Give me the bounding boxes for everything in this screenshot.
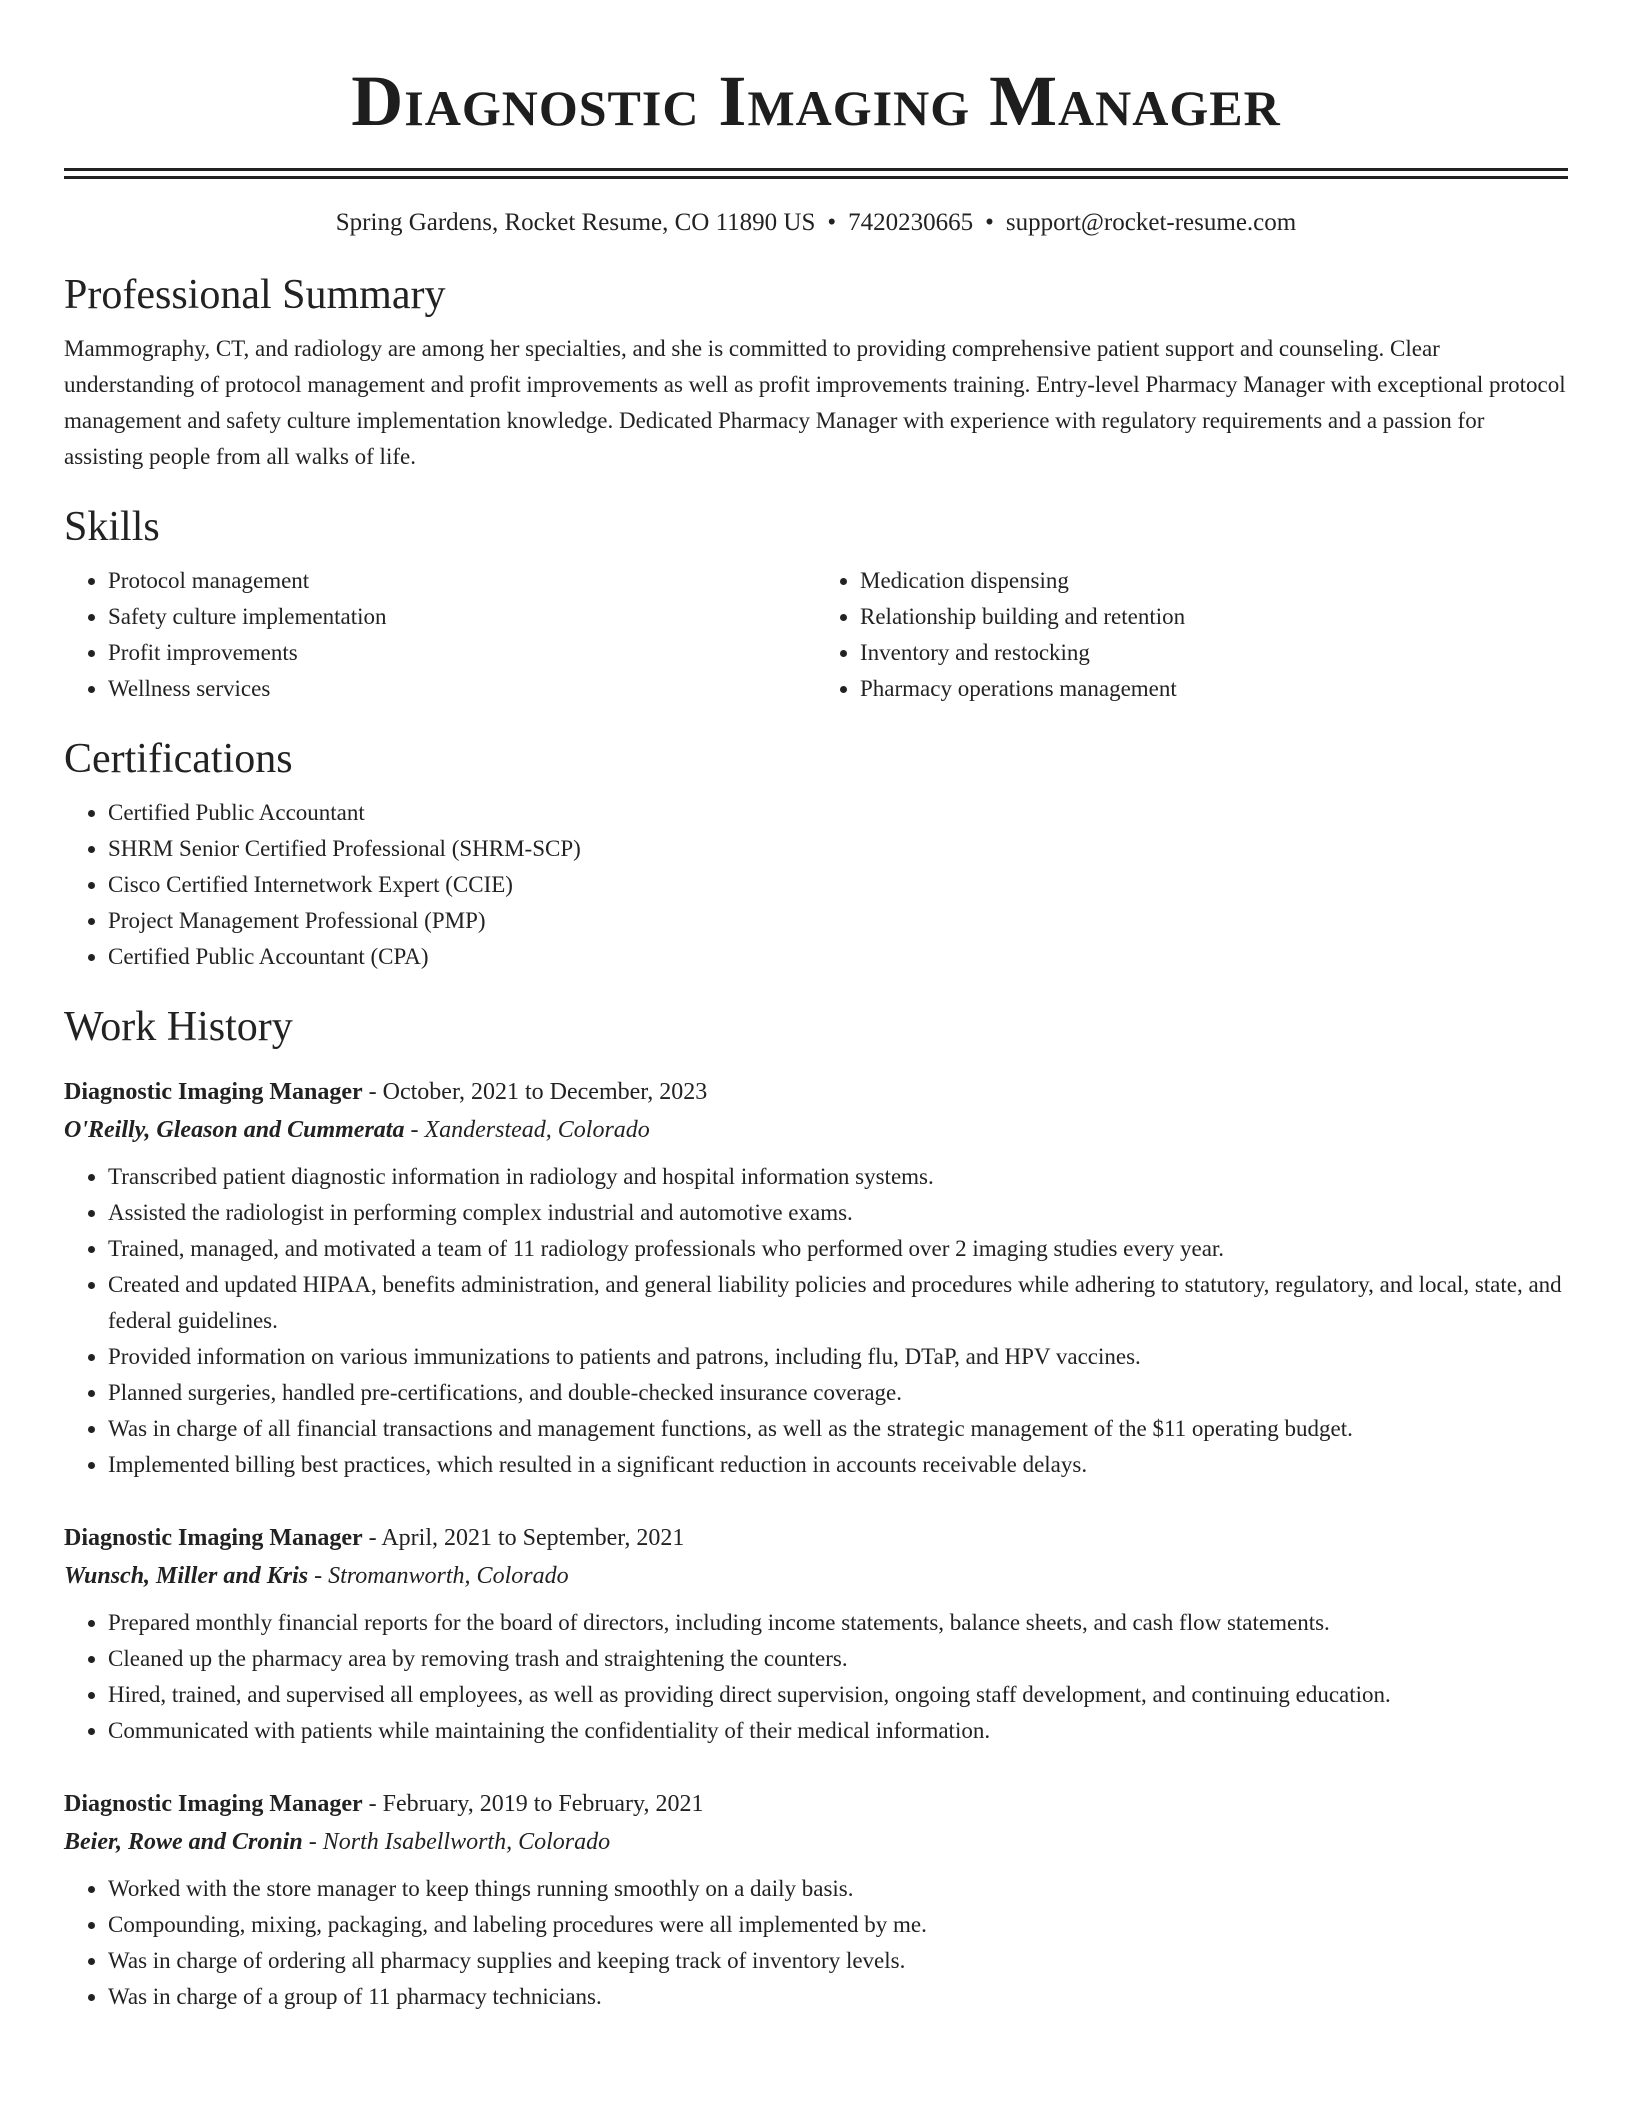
job-title-line: [64, 1519, 1568, 1557]
job-title-line: [64, 1785, 1568, 1823]
job-dates: October, 2021 to December, 2023: [382, 1079, 708, 1105]
job-dates: February, 2019 to February, 2021: [382, 1791, 704, 1817]
job-title: Diagnostic Imaging Manager: [64, 1791, 363, 1817]
job-company: O'Reilly, Gleason and Cummerata: [64, 1117, 405, 1143]
job-bullets: [64, 1871, 1568, 2015]
job-company: Wunsch, Miller and Kris: [64, 1563, 309, 1589]
certification-item: • Cisco Certified Internetwork Expert (CCIE): [108, 867, 1568, 903]
job-company-line: [64, 1111, 1568, 1149]
certification-item: • SHRM Senior Certified Professional (SHRM-SCP): [108, 831, 1568, 867]
skill-item: • Inventory and restocking: [860, 635, 1568, 671]
job-dash: -: [404, 1117, 425, 1143]
job-location: Stromanworth, Colorado: [328, 1563, 569, 1589]
job-bullets: [64, 1159, 1568, 1483]
job-bullet: • Compounding, mixing, packaging, and labeling procedures were all implemented by me.: [108, 1907, 1568, 1943]
summary-heading: Professional Summary: [64, 272, 446, 318]
skill-item: • Medication dispensing: [860, 563, 1568, 599]
job-title: Diagnostic Imaging Manager: [64, 1525, 363, 1551]
job-bullet: • Transcribed patient diagnostic information in radiology and hospital information systems.: [108, 1159, 1568, 1195]
job-dash: -: [362, 1525, 382, 1551]
job-bullet: • Trained, managed, and motivated a team of 11 radiology professionals who performed over 2 imaging studies every year.: [108, 1231, 1568, 1267]
job-bullet: • Planned surgeries, handled pre-certifications, and double-checked insurance coverage.: [108, 1375, 1568, 1411]
skills-heading: Skills: [64, 504, 160, 550]
job-bullet: • Implemented billing best practices, which resulted in a significant reduction in accounts receivable delays.: [108, 1447, 1568, 1483]
job-bullets: [64, 1605, 1568, 1749]
certification-item: • Project Management Professional (PMP): [108, 903, 1568, 939]
certifications-list: [64, 795, 1568, 975]
contact-separator: •: [985, 209, 994, 236]
job-bullet: • Worked with the store manager to keep things running smoothly on a daily basis.: [108, 1871, 1568, 1907]
job-entry: [64, 1073, 1568, 1483]
job-location: North Isabellworth, Colorado: [322, 1829, 611, 1855]
job-bullet: • Assisted the radiologist in performing complex industrial and automotive exams.: [108, 1195, 1568, 1231]
skill-item: • Safety culture implementation: [108, 599, 816, 635]
job-location: Xanderstead, Colorado: [424, 1117, 650, 1143]
work-history-heading: Work History: [64, 1004, 293, 1050]
skill-item: • Relationship building and retention: [860, 599, 1568, 635]
certification-item: • Certified Public Accountant (CPA): [108, 939, 1568, 975]
skills-list: [64, 553, 1568, 707]
job-title-line: [64, 1073, 1568, 1111]
skill-item: • Pharmacy operations management: [860, 671, 1568, 707]
job-bullet: • Communicated with patients while maintaining the confidentiality of their medical information.: [108, 1713, 1568, 1749]
job-entry: [64, 1785, 1568, 2015]
job-dash: -: [362, 1791, 383, 1817]
job-entry: [64, 1519, 1568, 1749]
header-divider: [64, 168, 1568, 179]
job-bullet: • Created and updated HIPAA, benefits administration, and general liability policies and procedures while adhering to statutory, regulatory, and local, state, and federal guidelines.: [108, 1267, 1568, 1339]
job-dash: -: [302, 1829, 323, 1855]
skill-item: • Wellness services: [108, 671, 816, 707]
certification-item: • Certified Public Accountant: [108, 795, 1568, 831]
contact-email: support@rocket-resume.com: [1005, 209, 1297, 236]
job-dash: -: [308, 1563, 329, 1589]
contact-line: [64, 207, 1568, 239]
skills-column-right: [816, 563, 1568, 707]
job-bullet: • Was in charge of a group of 11 pharmacy technicians.: [108, 1979, 1568, 2015]
contact-phone: 7420230665: [848, 209, 974, 236]
job-bullet: • Prepared monthly financial reports for the board of directors, including income statements, balance sheets, and cash flow statements.: [108, 1605, 1568, 1641]
skill-item: • Protocol management: [108, 563, 816, 599]
job-dash: -: [362, 1079, 383, 1105]
contact-separator: •: [827, 209, 837, 236]
job-bullet: • Provided information on various immunizations to patients and patrons, including flu, DTaP, and HPV vaccines.: [108, 1339, 1568, 1375]
job-bullet: • Was in charge of all financial transactions and management functions, as well as the strategic management of the $11 operating budget.: [108, 1411, 1568, 1447]
job-title: Diagnostic Imaging Manager: [64, 1079, 363, 1105]
job-company: Beier, Rowe and Cronin: [64, 1829, 303, 1855]
job-bullet: • Hired, trained, and supervised all employees, as well as providing direct supervision, ongoing staff development, and continuing education.: [108, 1677, 1568, 1713]
resume-name: Diagnostic Imaging Manager: [351, 61, 1281, 141]
summary-text: Mammography, CT, and radiology are among her specialties, and she is committed to providing comprehensive patient support and counseling. Clear understanding of protocol management and profit improvements as well as profit improvements training. Entry-level Pharmacy Manager with exceptional protocol management and safety culture implementation knowledge. Dedicated Pharmacy Manager with experience with regulatory requirements and a passion for assisting people from all walks of life.: [64, 336, 1566, 469]
job-company-line: [64, 1557, 1568, 1595]
contact-address: Spring Gardens, Rocket Resume, CO 11890 US: [335, 209, 816, 236]
skill-item: • Profit improvements: [108, 635, 816, 671]
job-bullet: • Was in charge of ordering all pharmacy supplies and keeping track of inventory levels.: [108, 1943, 1568, 1979]
job-company-line: [64, 1823, 1568, 1861]
skills-column-left: [64, 563, 816, 707]
job-dates: April, 2021 to September, 2021: [381, 1525, 685, 1551]
certifications-heading: Certifications: [64, 736, 293, 782]
job-bullet: • Cleaned up the pharmacy area by removing trash and straightening the counters.: [108, 1641, 1568, 1677]
